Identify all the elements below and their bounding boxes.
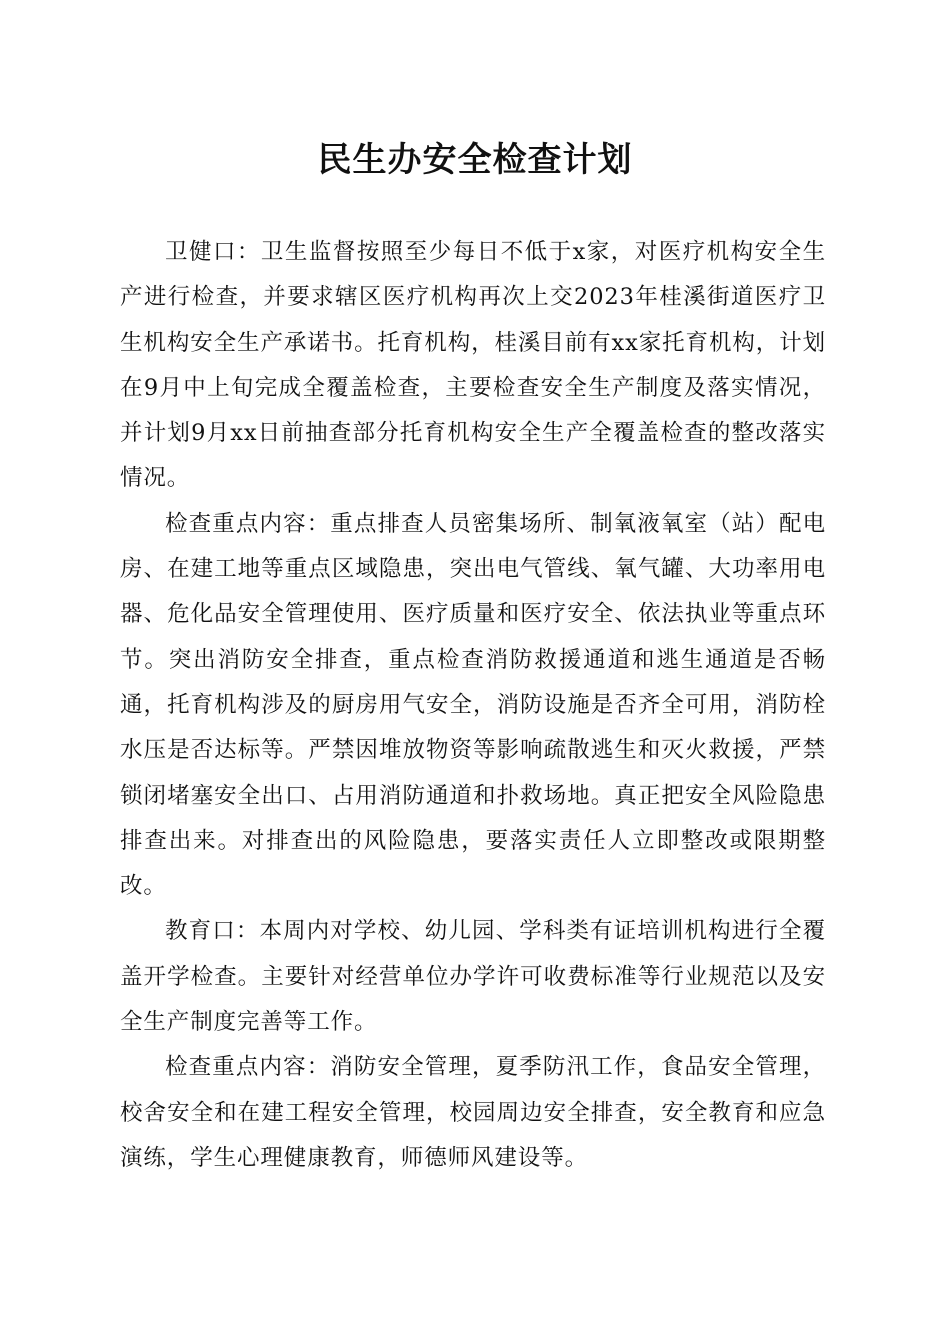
paragraph-education: 教育口：本周内对学校、幼儿园、学科类有证培训机构进行全覆盖开学检查。主要针对经营单位办学许可收费标准等行业规范以及安全生产制度完善等工作。 <box>120 918 826 1036</box>
paragraph-health: 卫健口：卫生监督按照至少每日不低于x家，对医疗机构安全生产进行检查，并要求辖区医疗机构再次上交2023年桂溪街道医疗卫生机构安全生产承诺书。托育机构，桂溪目前有xx家托育机构，计划在9月中上旬完成全覆盖检查，主要检查安全生产制度及落实情况，并计划9月xx日前抽查部分托育机构安全生产全覆盖检查的整改落实情况。 <box>120 239 826 492</box>
paragraph-education-inspection-focus: 检查重点内容：消防安全管理，夏季防汛工作，食品安全管理，校舍安全和在建工程安全管理，校园周边安全排查，安全教育和应急演练，学生心理健康教育，师德师风建设等。 <box>120 1054 826 1171</box>
document-body <box>120 230 826 1181</box>
paragraph-health-inspection-focus: 检查重点内容：重点排查人员密集场所、制氧液氧室（站）配电房、在建工地等重点区域隐患，突出电气管线、氧气罐、大功率用电器、危化品安全管理使用、医疗质量和医疗安全、依法执业等重点环节。突出消防安全排查，重点检查消防救援通道和逃生通道是否畅通，托育机构涉及的厨房用气安全，消防设施是否齐全可用，消防栓水压是否达标等。严禁因堆放物资等影响疏散逃生和灭火救援，严禁锁闭堵塞安全出口、占用消防通道和扑救场地。真正把安全风险隐患排查出来。对排查出的风险隐患，要落实责任人立即整改或限期整改。 <box>120 510 826 900</box>
document-title: 民生办安全检查计划 <box>317 140 633 180</box>
